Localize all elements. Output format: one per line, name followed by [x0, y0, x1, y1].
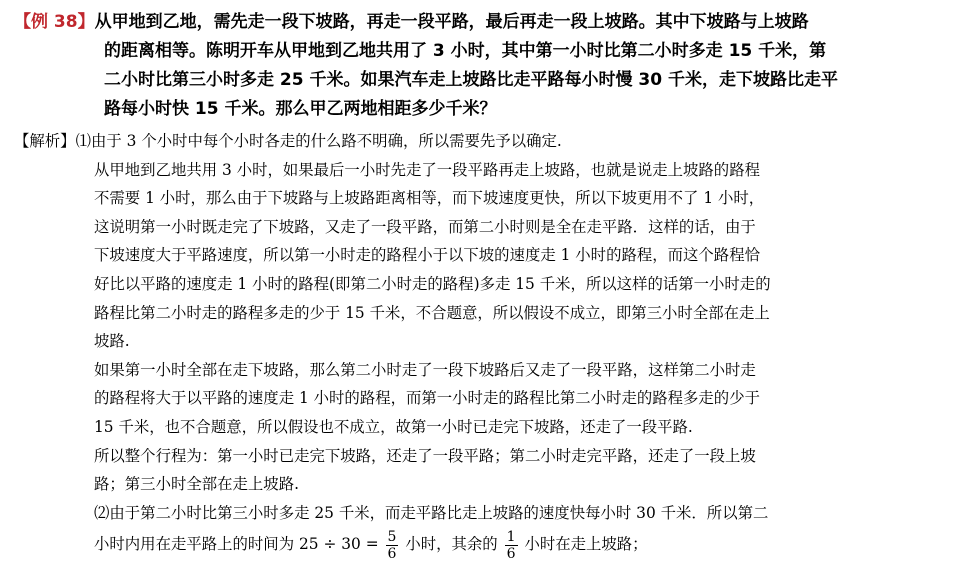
- solution-line-2: 从甲地到乙地共用 3 小时，如果最后一小时先走了一段平路再走上坡路，也就是说走上坡路的路程: [94, 160, 760, 179]
- example-tag: 【例 38】: [14, 12, 95, 32]
- solution-line-8: 坡路.: [94, 332, 130, 351]
- solution-line-3: 不需要 1 小时，那么由于下坡路与上坡路距离相等，而下坡速度更快，所以下坡更用不了 1 小时，: [94, 189, 765, 208]
- solution-label: 【解析】: [14, 132, 76, 150]
- fraction-five-sixths: $\frac{5}{6}$: [387, 528, 397, 562]
- solution-line-4: 这说明第一小时既走完了下坡路，又走了一段平路，而第二小时则是全在走平路．这样的话，由于: [94, 217, 756, 236]
- solution-line-10: 的路程将大于以平路的速度走 1 小时的路程，而第一小时走的路程比第二小时走的路程多走的少于: [94, 389, 760, 408]
- solution-line-9: 如果第一小时全部在走下坡路，那么第二小时走了一段下坡路后又走了一段平路，这样第二小时走: [94, 360, 756, 379]
- solution-block: [14, 127, 949, 562]
- solution-line-1: 【解析】⑴由于 3 个小时中每个小时各走的什么路不明确，所以需要先予以确定.: [14, 132, 562, 150]
- problem-line-1: 【例 38】从甲地到乙地，需先走一段下坡路，再走一段平路，最后再走一段上坡路。其中下坡路与上坡路: [14, 12, 809, 32]
- solution-line-12: 所以整个行程为：第一小时已走完下坡路，还走了一段平路；第二小时走完平路，还走了一段上坡: [94, 446, 756, 465]
- problem-line-4: 路每小时快 15 千米。那么甲乙两地相距多少千米？: [104, 99, 497, 119]
- problem-line-2: 的距离相等。陈明开车从甲地到乙地共用了 3 小时，其中第一小时比第二小时多走 15 千米，第: [104, 41, 827, 61]
- fraction-one-sixth: $\frac{1}{6}$: [506, 528, 516, 562]
- solution-line-5: 下坡速度大于平路速度，所以第一小时走的路程小于以下坡的速度走 1 小时的路程，而这个路程恰: [94, 246, 760, 265]
- solution-line-13: 路；第三小时全部在走上坡路.: [94, 475, 299, 494]
- problem-statement: [14, 8, 944, 124]
- solution-line-11: 15 千米，也不合题意，所以假设也不成立，故第一小时已走完下坡路，还走了一段平路.: [94, 417, 693, 436]
- solution-line-7: 路程比第二小时走的路程多走的少于 15 千米，不合题意，所以假设不成立，即第三小时全部在走上: [94, 303, 770, 322]
- solution-line-14: ⑵由于第二小时比第三小时多走 25 千米，而走平路比走上坡路的速度快每小时 30 千米．所以第二: [94, 503, 769, 522]
- solution-line-6: 好比以平路的速度走 1 小时的路程(即第二小时走的路程)多走 15 千米，所以这样的话第一小时走的: [94, 274, 771, 293]
- problem-line-3: 二小时比第三小时多走 25 千米。如果汽车走上坡路比走平路每小时慢 30 千米，走下坡路比走平: [104, 70, 838, 90]
- solution-line-15: 小时内用在走平路上的时间为 25 ÷ 30 = $\frac{5}{6}$ 小时，其余的 $\frac{1}{6}$ 小时在走上坡路；: [94, 528, 648, 562]
